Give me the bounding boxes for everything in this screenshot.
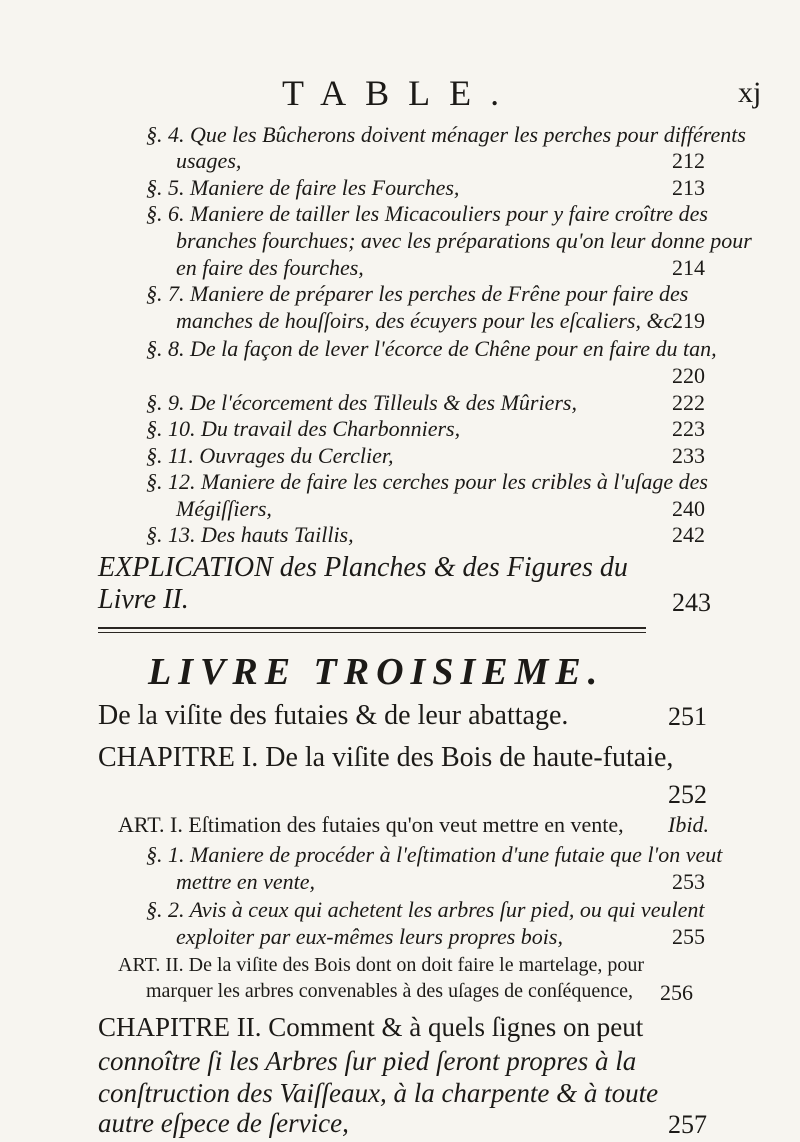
toc-entry-line: en faire des fourches, (176, 255, 364, 280)
toc-entry-line: §. 11. Ouvrages du Cerclier, (146, 443, 394, 468)
toc-entry-line: §. 4. Que les Bûcherons doivent ménager les perches pour différents (146, 122, 746, 147)
chapitre-2-page: 257 (668, 1110, 707, 1139)
toc-entry-page: 233 (672, 443, 705, 468)
toc-entry-line: §. 7. Maniere de préparer les perches de Frêne pour faire des (146, 281, 689, 306)
art-1-section-page: 253 (672, 869, 705, 894)
art-2-page: 256 (660, 980, 693, 1005)
header-title: TABLE. (282, 73, 519, 113)
running-header (0, 72, 800, 112)
toc-entry-line: Mégiſſiers, (176, 496, 272, 521)
toc-entry-line: §. 10. Du travail des Charbonniers, (146, 416, 461, 441)
toc-entry-page: 240 (672, 496, 705, 521)
chapitre-2-heading: connoître ſi les Arbres ſur pied ſeront propres à la (98, 1046, 637, 1076)
explication-heading-line: Livre II. (98, 584, 189, 615)
toc-entry-line: branches fourchues; avec les préparations qu'on leur donne pour (176, 228, 752, 253)
toc-entry-page: 212 (672, 148, 705, 173)
toc-entry-page: 220 (672, 363, 705, 388)
chapitre-1-page: 252 (668, 780, 707, 809)
toc-entry-line: usages, (176, 148, 242, 173)
art-2-line: ART. II. De la viſite des Bois dont on doit faire le martelage, pour (118, 954, 645, 976)
art-1-section-line: mettre en vente, (176, 869, 316, 894)
explication-page: 243 (672, 588, 711, 617)
art-1-section-page: 255 (672, 924, 705, 949)
toc-entry-line: manches de houſſoirs, des écuyers pour les eſcaliers, &c. (176, 308, 679, 333)
toc-entry-line: §. 8. De la façon de lever l'écorce de Chêne pour en faire du tan, (146, 336, 717, 361)
chapitre-2-heading: autre eſpece de ſervice, (98, 1108, 349, 1138)
chapitre-2-heading: CHAPITRE II. Comment & à quels ſignes on peut (98, 1012, 644, 1042)
art-2-line: marquer les arbres convenables à des uſages de conſéquence, (146, 980, 634, 1002)
toc-entry-page: 219 (672, 308, 705, 333)
chapitre-1-heading: CHAPITRE I. De la viſite des Bois de haute-futaie, (98, 742, 674, 773)
toc-entry-line: §. 13. Des hauts Taillis, (146, 522, 354, 547)
toc-entry-page: 242 (672, 522, 705, 547)
art-1-line: ART. I. Eſtimation des futaies qu'on veut mettre en vente, (118, 812, 624, 837)
toc-entry-line: §. 5. Maniere de faire les Fourches, (146, 175, 460, 200)
toc-entry-line: §. 6. Maniere de tailler les Micacouliers pour y faire croître des (146, 201, 708, 226)
toc-entry-page: 214 (672, 255, 705, 280)
toc-entry-page: 213 (672, 175, 705, 200)
toc-entry-page: 223 (672, 416, 705, 441)
chapitre-2-heading: conſtruction des Vaiſſeaux, à la charpente & à toute (98, 1078, 659, 1108)
art-1-page: Ibid. (668, 812, 709, 837)
page-number: xj (738, 76, 762, 109)
toc-entry-line: §. 12. Maniere de faire les cerches pour les cribles à l'uſage des (146, 469, 708, 494)
section-page: 251 (668, 702, 707, 731)
section-rule (98, 632, 646, 633)
toc-entry-line: §. 9. De l'écorcement des Tilleuls & des Mûriers, (146, 390, 577, 415)
livre-title: LIVRE TROISIEME. (148, 651, 605, 693)
toc-entry-page: 222 (672, 390, 705, 415)
explication-heading-line: EXPLICATION des Planches & des Figures du (98, 552, 628, 583)
art-1-section-line: §. 1. Maniere de procéder à l'eſtimation d'une futaie que l'on veut (146, 842, 723, 867)
art-1-section-line: exploiter par eux-mêmes leurs propres bois, (176, 924, 563, 949)
section-heading: De la viſite des futaies & de leur abattage. (98, 700, 569, 731)
section-rule (98, 627, 646, 629)
art-1-section-line: §. 2. Avis à ceux qui achetent les arbres ſur pied, ou qui veulent (146, 897, 705, 922)
